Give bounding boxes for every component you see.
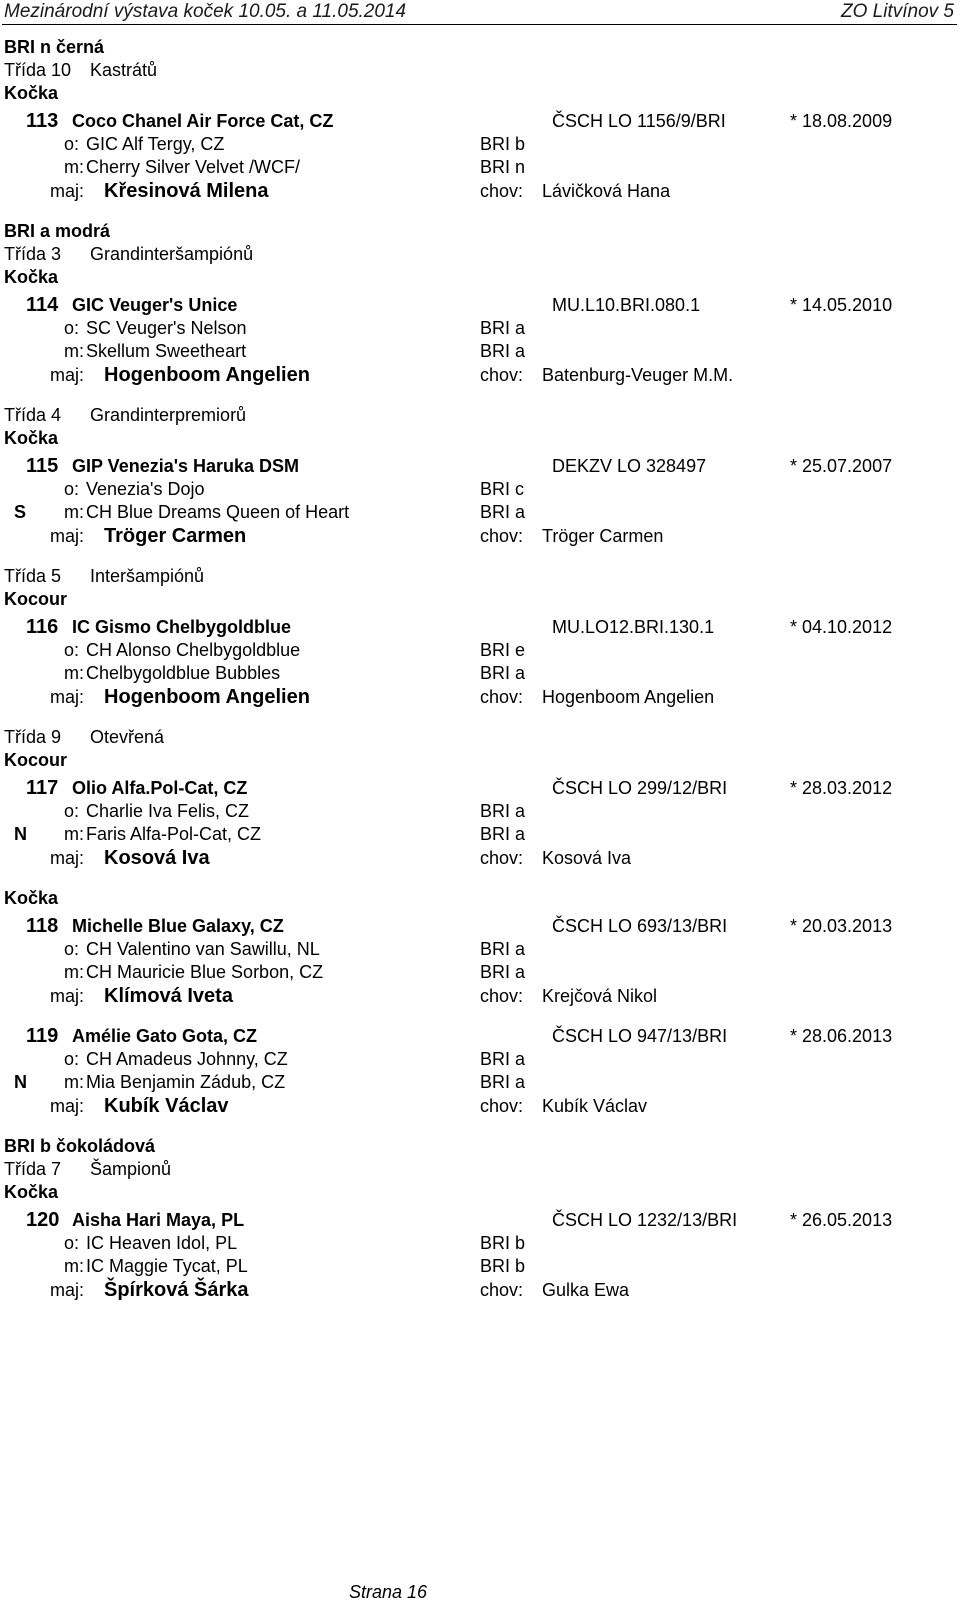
- date-of-birth: * 18.08.2009: [790, 111, 893, 131]
- sire-name: CH Valentino van Sawillu, NL: [86, 939, 320, 959]
- entry-mark: S: [14, 502, 27, 522]
- page-number: Strana 16: [349, 1582, 428, 1602]
- dam-name: CH Blue Dreams Queen of Heart: [86, 502, 350, 522]
- registration-number: ČSCH LO 299/12/BRI: [552, 778, 728, 798]
- class-label: Třída 7: [4, 1159, 62, 1179]
- date-of-birth: * 14.05.2010: [790, 295, 893, 315]
- sex-heading: Kočka: [4, 1182, 59, 1202]
- entry-number: 119: [26, 1025, 59, 1047]
- owner-label: maj:: [50, 1096, 85, 1116]
- owner-name: Kosová Iva: [104, 847, 210, 869]
- registration-number: DEKZV LO 328497: [552, 456, 707, 476]
- breeder-label: chov:: [480, 1280, 524, 1300]
- owner-name: Hogenboom Angelien: [104, 364, 310, 386]
- sire-name: CH Alonso Chelbygoldblue: [86, 640, 301, 660]
- owner-label: maj:: [50, 986, 85, 1006]
- class-name: Grandinteršampiónů: [90, 244, 254, 264]
- owner-label: maj:: [50, 526, 85, 546]
- owner-name: Křesinová Milena: [104, 180, 269, 202]
- sire-color: BRI e: [480, 640, 526, 660]
- owner-name: Kubík Václav: [104, 1095, 229, 1117]
- entry-number: 115: [26, 455, 59, 477]
- sex-heading: Kocour: [4, 750, 67, 770]
- dam-label: m:: [64, 502, 84, 522]
- breeder-name: Gulka Ewa: [542, 1280, 630, 1300]
- class-label: Třída 5: [4, 566, 62, 586]
- cat-name: Olio Alfa.Pol-Cat, CZ: [72, 778, 248, 798]
- cat-name: Aisha Hari Maya, PL: [72, 1210, 245, 1230]
- owner-label: maj:: [50, 181, 85, 201]
- color-heading: BRI b čokoládová: [4, 1136, 156, 1156]
- sire-name: Venezia's Dojo: [86, 479, 205, 499]
- breeder-name: Hogenboom Angelien: [542, 687, 715, 707]
- owner-label: maj:: [50, 365, 85, 385]
- cat-name: Amélie Gato Gota, CZ: [72, 1026, 258, 1046]
- color-heading: BRI a modrá: [4, 221, 111, 241]
- sire-color: BRI b: [480, 134, 526, 154]
- dam-color: BRI a: [480, 1072, 526, 1092]
- sire-label: o:: [64, 479, 80, 499]
- color-heading: BRI n černá: [4, 37, 105, 57]
- sex-heading: Kočka: [4, 267, 59, 287]
- breeder-name: Lávičková Hana: [542, 181, 671, 201]
- sire-name: Charlie Iva Felis, CZ: [86, 801, 250, 821]
- breeder-label: chov:: [480, 181, 524, 201]
- sire-label: o:: [64, 1049, 80, 1069]
- breeder-name: Krejčová Nikol: [542, 986, 658, 1006]
- dam-label: m:: [64, 1072, 84, 1092]
- breeder-label: chov:: [480, 687, 524, 707]
- owner-name: Hogenboom Angelien: [104, 686, 310, 708]
- dam-color: BRI n: [480, 157, 526, 177]
- dam-color: BRI a: [480, 962, 526, 982]
- date-of-birth: * 28.06.2013: [790, 1026, 893, 1046]
- entry-number: 120: [26, 1209, 60, 1231]
- owner-label: maj:: [50, 1280, 85, 1300]
- class-name: Šampionů: [90, 1159, 172, 1179]
- dam-color: BRI a: [480, 663, 526, 683]
- dam-name: Mia Benjamin Zádub, CZ: [86, 1072, 286, 1092]
- sire-label: o:: [64, 134, 80, 154]
- dam-name: CH Mauricie Blue Sorbon, CZ: [86, 962, 324, 982]
- owner-name: Špírková Šárka: [104, 1279, 249, 1301]
- breeder-name: Kubík Václav: [542, 1096, 648, 1116]
- show-title: Mezinárodní výstava koček 10.05. a 11.05.2014: [4, 1, 407, 22]
- breeder-label: chov:: [480, 365, 524, 385]
- dam-label: m:: [64, 663, 84, 683]
- date-of-birth: * 26.05.2013: [790, 1210, 893, 1230]
- entry-number: 114: [26, 294, 59, 316]
- entry-number: 118: [26, 915, 59, 937]
- breeder-label: chov:: [480, 1096, 524, 1116]
- date-of-birth: * 28.03.2012: [790, 778, 893, 798]
- class-label: Třída 4: [4, 405, 62, 425]
- registration-number: ČSCH LO 693/13/BRI: [552, 916, 728, 936]
- dam-label: m:: [64, 824, 84, 844]
- breeder-label: chov:: [480, 986, 524, 1006]
- cat-name: GIP Venezia's Haruka DSM: [72, 456, 300, 476]
- sire-color: BRI a: [480, 801, 526, 821]
- sire-label: o:: [64, 801, 80, 821]
- class-label: Třída 3: [4, 244, 62, 264]
- sex-heading: Kočka: [4, 83, 59, 103]
- date-of-birth: * 25.07.2007: [790, 456, 893, 476]
- class-name: Interšampiónů: [90, 566, 205, 586]
- class-label: Třída 9: [4, 727, 62, 747]
- breeder-label: chov:: [480, 526, 524, 546]
- entry-number: 117: [26, 777, 59, 799]
- dam-label: m:: [64, 1256, 84, 1276]
- sire-label: o:: [64, 318, 80, 338]
- dam-color: BRI b: [480, 1256, 526, 1276]
- header-rule: [2, 24, 957, 25]
- dam-name: Skellum Sweetheart: [86, 341, 247, 361]
- cat-name: IC Gismo Chelbygoldblue: [72, 617, 292, 637]
- sire-color: BRI b: [480, 1233, 526, 1253]
- breeder-name: Batenburg-Veuger M.M.: [542, 365, 734, 385]
- entry-number: 113: [26, 110, 59, 132]
- owner-label: maj:: [50, 848, 85, 868]
- class-label: Třída 10: [4, 60, 72, 80]
- dam-name: IC Maggie Tycat, PL: [86, 1256, 248, 1276]
- sire-name: IC Heaven Idol, PL: [86, 1233, 238, 1253]
- registration-number: MU.LO12.BRI.130.1: [552, 617, 715, 637]
- owner-label: maj:: [50, 687, 85, 707]
- dam-label: m:: [64, 341, 84, 361]
- club-name: ZO Litvínov 5: [841, 1, 954, 22]
- sire-color: BRI a: [480, 939, 526, 959]
- dam-label: m:: [64, 962, 84, 982]
- breeder-name: Tröger Carmen: [542, 526, 664, 546]
- sex-heading: Kočka: [4, 428, 59, 448]
- sire-label: o:: [64, 939, 80, 959]
- registration-number: ČSCH LO 1232/13/BRI: [552, 1210, 738, 1230]
- entry-number: 116: [26, 616, 59, 638]
- date-of-birth: * 20.03.2013: [790, 916, 893, 936]
- class-name: Kastrátů: [90, 60, 158, 80]
- sex-heading: Kočka: [4, 888, 59, 908]
- cat-name: GIC Veuger's Unice: [72, 295, 238, 315]
- sex-heading: Kocour: [4, 589, 67, 609]
- cat-name: Michelle Blue Galaxy, CZ: [72, 916, 284, 936]
- class-name: Grandinterpremiorů: [90, 405, 247, 425]
- sire-color: BRI a: [480, 1049, 526, 1069]
- dam-label: m:: [64, 157, 84, 177]
- breeder-name: Kosová Iva: [542, 848, 632, 868]
- sire-name: SC Veuger's Nelson: [86, 318, 247, 338]
- registration-number: ČSCH LO 1156/9/BRI: [552, 111, 726, 131]
- dam-name: Faris Alfa-Pol-Cat, CZ: [86, 824, 262, 844]
- dam-color: BRI a: [480, 341, 526, 361]
- entry-mark: N: [14, 824, 27, 844]
- class-name: Otevřená: [90, 727, 165, 747]
- sire-color: BRI c: [480, 479, 525, 499]
- breeder-label: chov:: [480, 848, 524, 868]
- sire-label: o:: [64, 1233, 80, 1253]
- registration-number: MU.L10.BRI.080.1: [552, 295, 701, 315]
- sire-name: GIC Alf Tergy, CZ: [86, 134, 225, 154]
- page-header: [0, 0, 960, 24]
- owner-name: Tröger Carmen: [104, 525, 247, 547]
- dam-color: BRI a: [480, 824, 526, 844]
- entry-mark: N: [14, 1072, 27, 1092]
- date-of-birth: * 04.10.2012: [790, 617, 893, 637]
- sire-color: BRI a: [480, 318, 526, 338]
- dam-color: BRI a: [480, 502, 526, 522]
- sire-label: o:: [64, 640, 80, 660]
- owner-name: Klímová Iveta: [104, 985, 233, 1007]
- registration-number: ČSCH LO 947/13/BRI: [552, 1026, 728, 1046]
- dam-name: Chelbygoldblue Bubbles: [86, 663, 281, 683]
- sire-name: CH Amadeus Johnny, CZ: [86, 1049, 288, 1069]
- dam-name: Cherry Silver Velvet /WCF/: [86, 157, 301, 177]
- cat-name: Coco Chanel Air Force Cat, CZ: [72, 111, 334, 131]
